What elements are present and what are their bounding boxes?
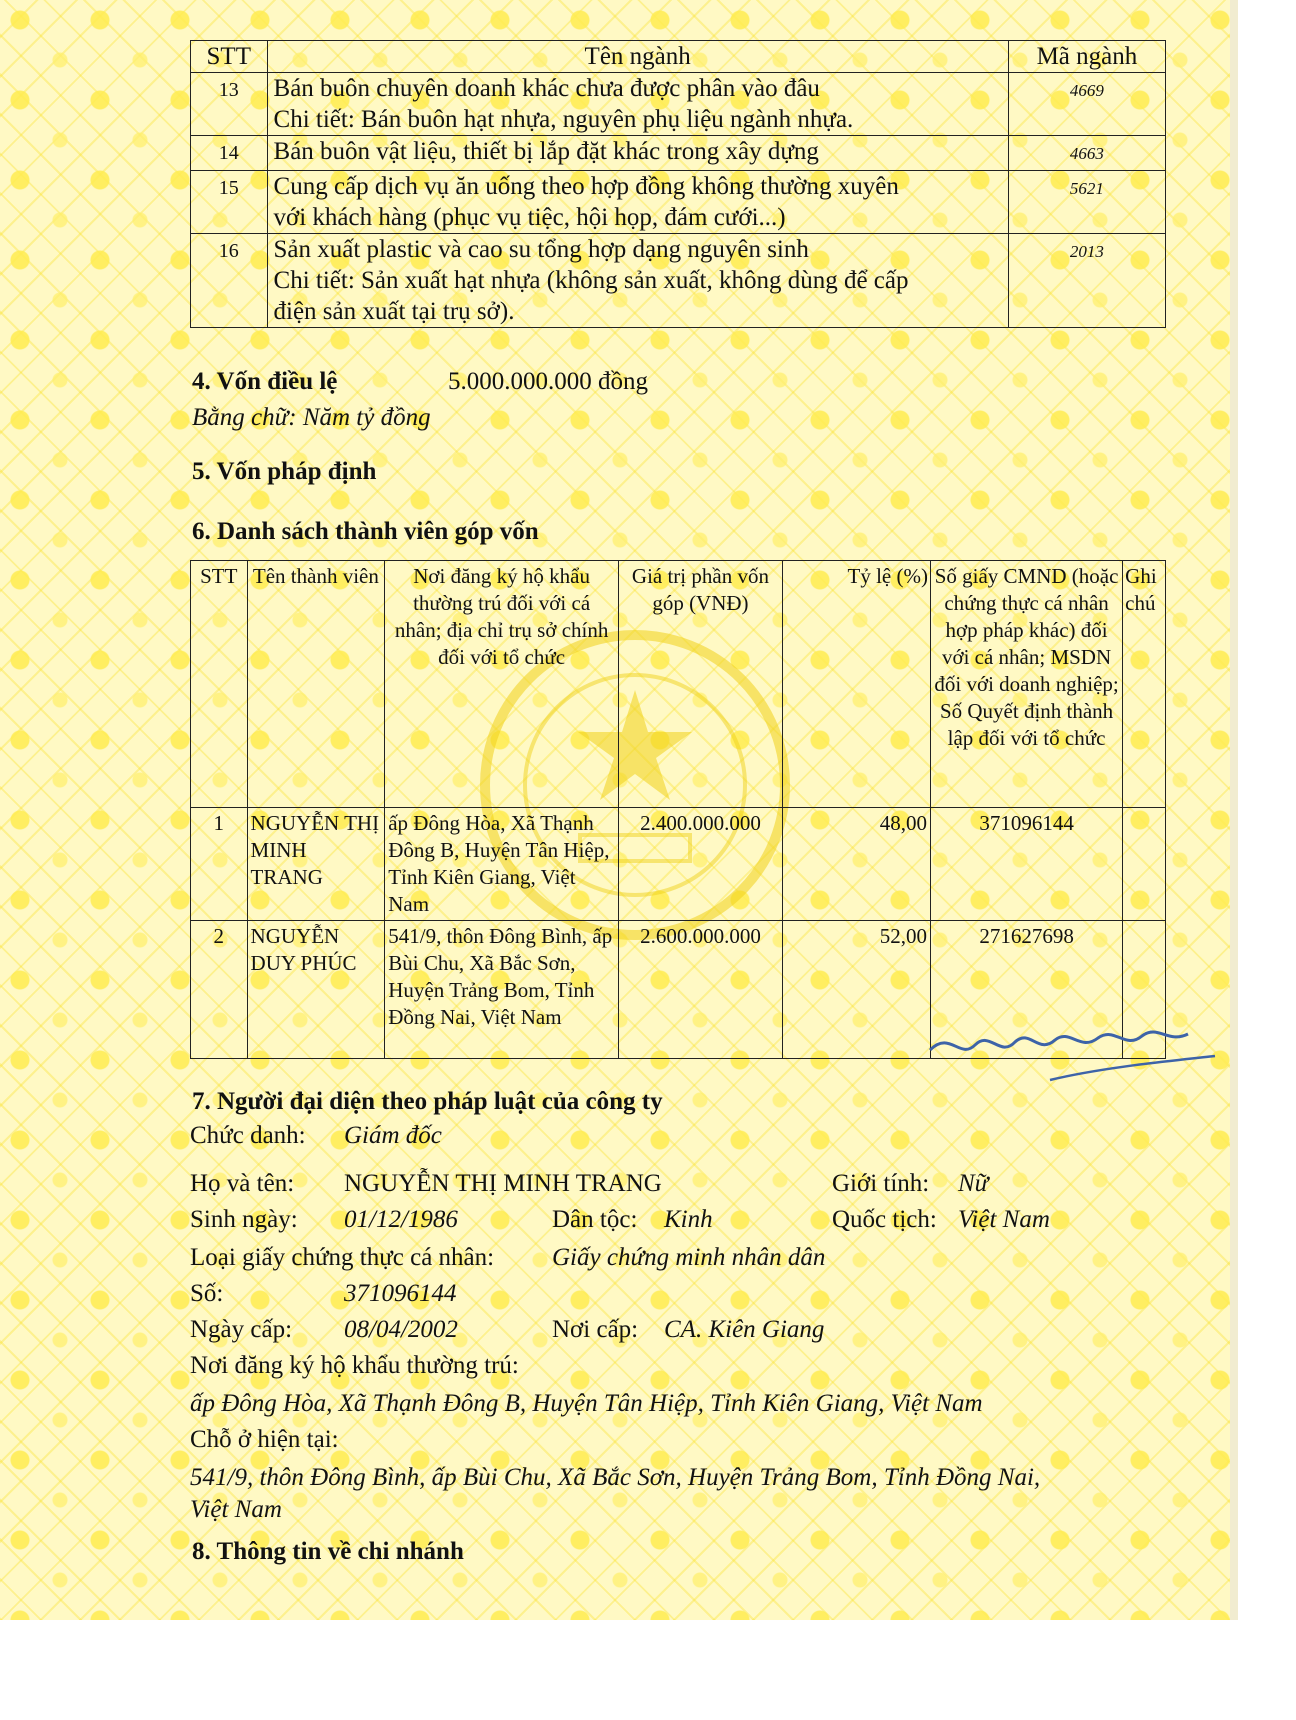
issue-date-label: Ngày cấp:: [190, 1316, 293, 1343]
header-stt: STT: [191, 561, 248, 808]
gender-label: Giới tính:: [832, 1170, 930, 1197]
name-line: Sản xuất plastic và cao su tổng hợp dạng nguyên sinh: [273, 236, 809, 263]
header-member-address: Nơi đăng ký hộ khẩu thường trú đối với cá nhân; địa chỉ trụ sở chính đối với tổ chức: [385, 561, 619, 808]
idtype-value: Giấy chứng minh nhân dân: [552, 1244, 826, 1271]
member-name: NGUYỄN DUY PHÚC: [247, 921, 385, 1059]
member-capital-value: 2.400.000.000: [619, 808, 783, 921]
section-6-title: 6. Danh sách thành viên góp vốn: [192, 518, 539, 545]
position-value: Giám đốc: [344, 1122, 442, 1149]
page-edge: [1230, 0, 1238, 1620]
row-industry-code: 2013: [1008, 234, 1165, 328]
idno-label: Số:: [190, 1280, 224, 1307]
issue-place-label: Nơi cấp:: [552, 1316, 639, 1343]
members-header-row: [191, 561, 1166, 808]
gender-value: Nữ: [958, 1170, 989, 1197]
name-line: Chi tiết: Bán buôn hạt nhựa, nguyên phụ liệu ngành nhựa.: [273, 106, 854, 133]
header-stt: STT: [191, 41, 268, 73]
name-line: điện sản xuất tại trụ sở).: [273, 298, 515, 325]
table-row: [191, 808, 1166, 921]
row-industry-name: [267, 136, 1008, 171]
industries-table: [190, 40, 1166, 328]
idno-value: 371096144: [344, 1280, 457, 1307]
header-capital-value: Giá trị phần vốn góp (VNĐ): [619, 561, 783, 808]
ethnic-value: Kinh: [664, 1206, 713, 1233]
nationality-label: Quốc tịch:: [832, 1206, 937, 1233]
section-7-title: 7. Người đại diện theo pháp luật của công ty: [192, 1088, 663, 1115]
dob-value: 01/12/1986: [344, 1206, 458, 1233]
row-industry-name: [267, 234, 1008, 328]
section-5-title: 5. Vốn pháp định: [192, 458, 377, 485]
row-stt: 15: [191, 171, 268, 234]
header-ratio: Tỷ lệ (%): [782, 561, 930, 808]
member-address: 541/9, thôn Đông Bình, ấp Bùi Chu, Xã Bắc Sơn, Huyện Trảng Bom, Tỉnh Đồng Nai, Việt Nam: [385, 921, 619, 1059]
header-member-name: Tên thành viên: [247, 561, 385, 808]
header-industry-code: Mã ngành: [1008, 41, 1165, 73]
issue-date-value: 08/04/2002: [344, 1316, 458, 1343]
fullname-label: Họ và tên:: [190, 1170, 295, 1197]
section-4-title: 4. Vốn điều lệ: [192, 368, 338, 395]
charter-capital-value: 5.000.000.000 đồng: [448, 368, 648, 395]
idtype-label: Loại giấy chứng thực cá nhân:: [190, 1244, 495, 1271]
current-address-value-line2: Việt Nam: [190, 1496, 282, 1523]
industries-header-row: [191, 41, 1166, 73]
row-industry-name: [267, 171, 1008, 234]
member-id-number: 271627698: [930, 921, 1122, 1059]
registered-address-value: ấp Đông Hòa, Xã Thạnh Đông B, Huyện Tân Hiệp, Tỉnh Kiên Giang, Việt Nam: [190, 1390, 983, 1417]
member-ratio: 52,00: [782, 921, 930, 1059]
header-note: Ghi chú: [1123, 561, 1166, 808]
name-line: Bán buôn chuyên doanh khác chưa được phân vào đâu: [273, 75, 820, 102]
table-row: [191, 73, 1166, 136]
dob-label: Sinh ngày:: [190, 1206, 298, 1233]
row-industry-code: 4663: [1008, 136, 1165, 171]
position-label: Chức danh:: [190, 1122, 306, 1149]
name-line: Chi tiết: Sản xuất hạt nhựa (không sản xuất, không dùng để cấp: [273, 267, 909, 294]
fullname-value: NGUYỄN THỊ MINH TRANG: [344, 1170, 662, 1197]
name-line: Cung cấp dịch vụ ăn uống theo hợp đồng không thường xuyên: [273, 173, 899, 200]
table-row: [191, 171, 1166, 234]
members-table: [190, 560, 1166, 1059]
row-industry-name: [267, 73, 1008, 136]
current-address-value-line1: 541/9, thôn Đông Bình, ấp Bùi Chu, Xã Bắc Sơn, Huyện Trảng Bom, Tỉnh Đồng Nai,: [190, 1464, 1041, 1491]
nationality-value: Việt Nam: [958, 1206, 1050, 1233]
member-stt: 2: [191, 921, 248, 1059]
member-ratio: 48,00: [782, 808, 930, 921]
name-line: Bán buôn vật liệu, thiết bị lắp đặt khác trong xây dựng: [273, 138, 819, 165]
issue-place-value: CA. Kiên Giang: [664, 1316, 825, 1343]
section-8-title: 8. Thông tin về chi nhánh: [192, 1538, 464, 1565]
row-stt: 16: [191, 234, 268, 328]
ethnic-label: Dân tộc:: [552, 1206, 638, 1233]
table-row: [191, 234, 1166, 328]
table-row: [191, 136, 1166, 171]
member-capital-value: 2.600.000.000: [619, 921, 783, 1059]
row-stt: 14: [191, 136, 268, 171]
handwritten-signature: [920, 1010, 1220, 1090]
row-industry-code: 4669: [1008, 73, 1165, 136]
registered-address-label: Nơi đăng ký hộ khẩu thường trú:: [190, 1352, 519, 1379]
member-stt: 1: [191, 808, 248, 921]
charter-capital-in-words: Bằng chữ: Năm tỷ đồng: [192, 404, 431, 431]
row-stt: 13: [191, 73, 268, 136]
member-id-number: 371096144: [930, 808, 1122, 921]
header-industry-name: Tên ngành: [267, 41, 1008, 73]
member-address: ấp Đông Hòa, Xã Thạnh Đông B, Huyện Tân Hiệp, Tỉnh Kiên Giang, Việt Nam: [385, 808, 619, 921]
member-name: NGUYỄN THỊ MINH TRANG: [247, 808, 385, 921]
header-id-number: Số giấy CMND (hoặc chứng thực cá nhân hợp pháp khác) đối với cá nhân; MSDN đối với doanh nghiệp; Số Quyết định thành lập đối với tổ chức: [930, 561, 1122, 808]
member-note: [1123, 808, 1166, 921]
name-line: với khách hàng (phục vụ tiệc, hội họp, đám cưới...): [273, 204, 786, 231]
row-industry-code: 5621: [1008, 171, 1165, 234]
current-address-label: Chỗ ở hiện tại:: [190, 1426, 339, 1453]
